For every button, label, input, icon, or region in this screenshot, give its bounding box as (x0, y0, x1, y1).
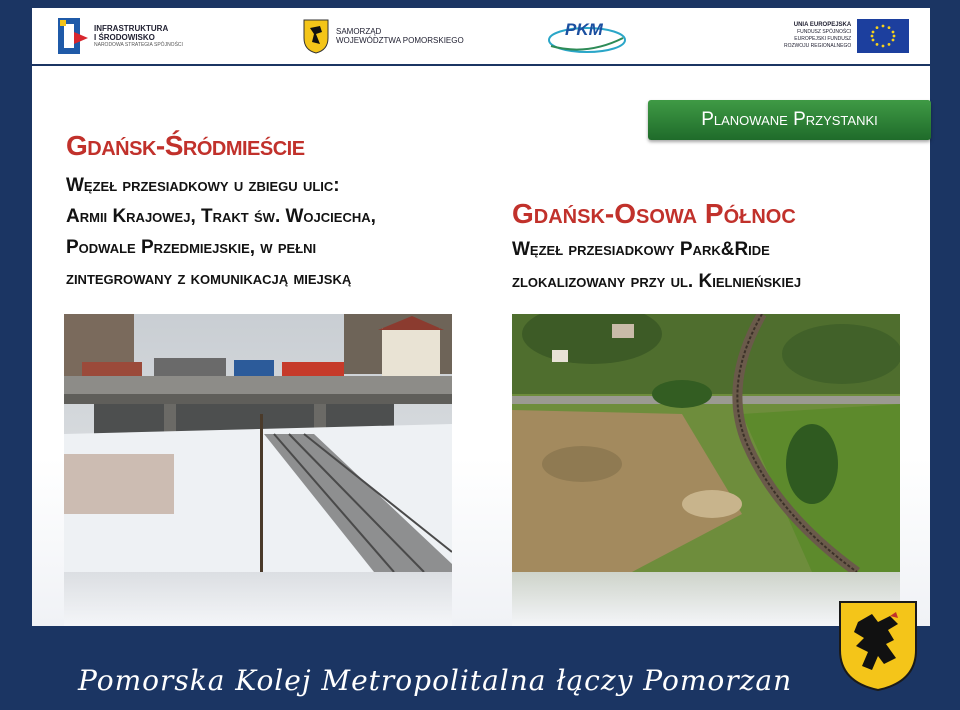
left-line-2: Armii Krajowej, Trakt św. Wojciecha, (66, 206, 376, 227)
samorzad-logo (302, 8, 464, 64)
srodmiescie-photo-reflection (64, 572, 452, 626)
eu-line2: FUNDUSZ SPÓJNOŚCI (797, 29, 852, 35)
left-line-3: Podwale Przedmiejskie, w pełni (66, 237, 317, 258)
samorzad-line2: WOJEWÓDZTWA POMORSKIEGO (336, 36, 464, 45)
right-line-2: zlokalizowany przy ul. Kielnieńskiej (512, 271, 802, 292)
pkm-logo (547, 8, 627, 64)
pomorskie-griffin-crest-icon (838, 600, 918, 692)
planned-stops-badge: Planowane Przystanki (648, 100, 931, 140)
left-title: Gdańsk-Śródmieście (66, 130, 305, 161)
osowa-photo (512, 314, 900, 572)
left-line-4: zintegrowany z komunikacją miejską (66, 268, 352, 289)
right-line-1: Węzeł przesiadkowy Park&Ride (512, 239, 770, 260)
slide-content (32, 66, 930, 626)
infra-line1: INFRASTRUKTURA (94, 24, 169, 33)
srodmiescie-photo (64, 314, 452, 572)
eu-logo (784, 8, 909, 64)
infrastruktura-logo (58, 8, 183, 64)
infra-line2: I ŚRODOWISKO (94, 33, 155, 42)
pkm-wordmark: PKM (565, 20, 603, 39)
samorzad-line1: SAMORZĄD (336, 27, 382, 36)
infrastruktura-emblem-icon (58, 18, 88, 54)
right-title: Gdańsk-Osowa Północ (512, 198, 796, 229)
eu-flag-icon (857, 19, 909, 53)
logo-strip (32, 8, 930, 64)
footer-slogan: Pomorska Kolej Metropolitalna łączy Pomorzan (78, 664, 793, 697)
eu-line4: ROZWOJU REGIONALNEGO (784, 43, 852, 49)
eu-line3: EUROPEJSKI FUNDUSZ (794, 36, 852, 42)
eu-line1: UNIA EUROPEJSKA (793, 22, 852, 28)
pomorskie-shield-icon (302, 18, 330, 54)
infra-sub: NARODOWA STRATEGIA SPÓJNOŚCI (94, 42, 183, 48)
left-line-1: Węzeł przesiadkowy u zbiegu ulic: (66, 175, 340, 196)
